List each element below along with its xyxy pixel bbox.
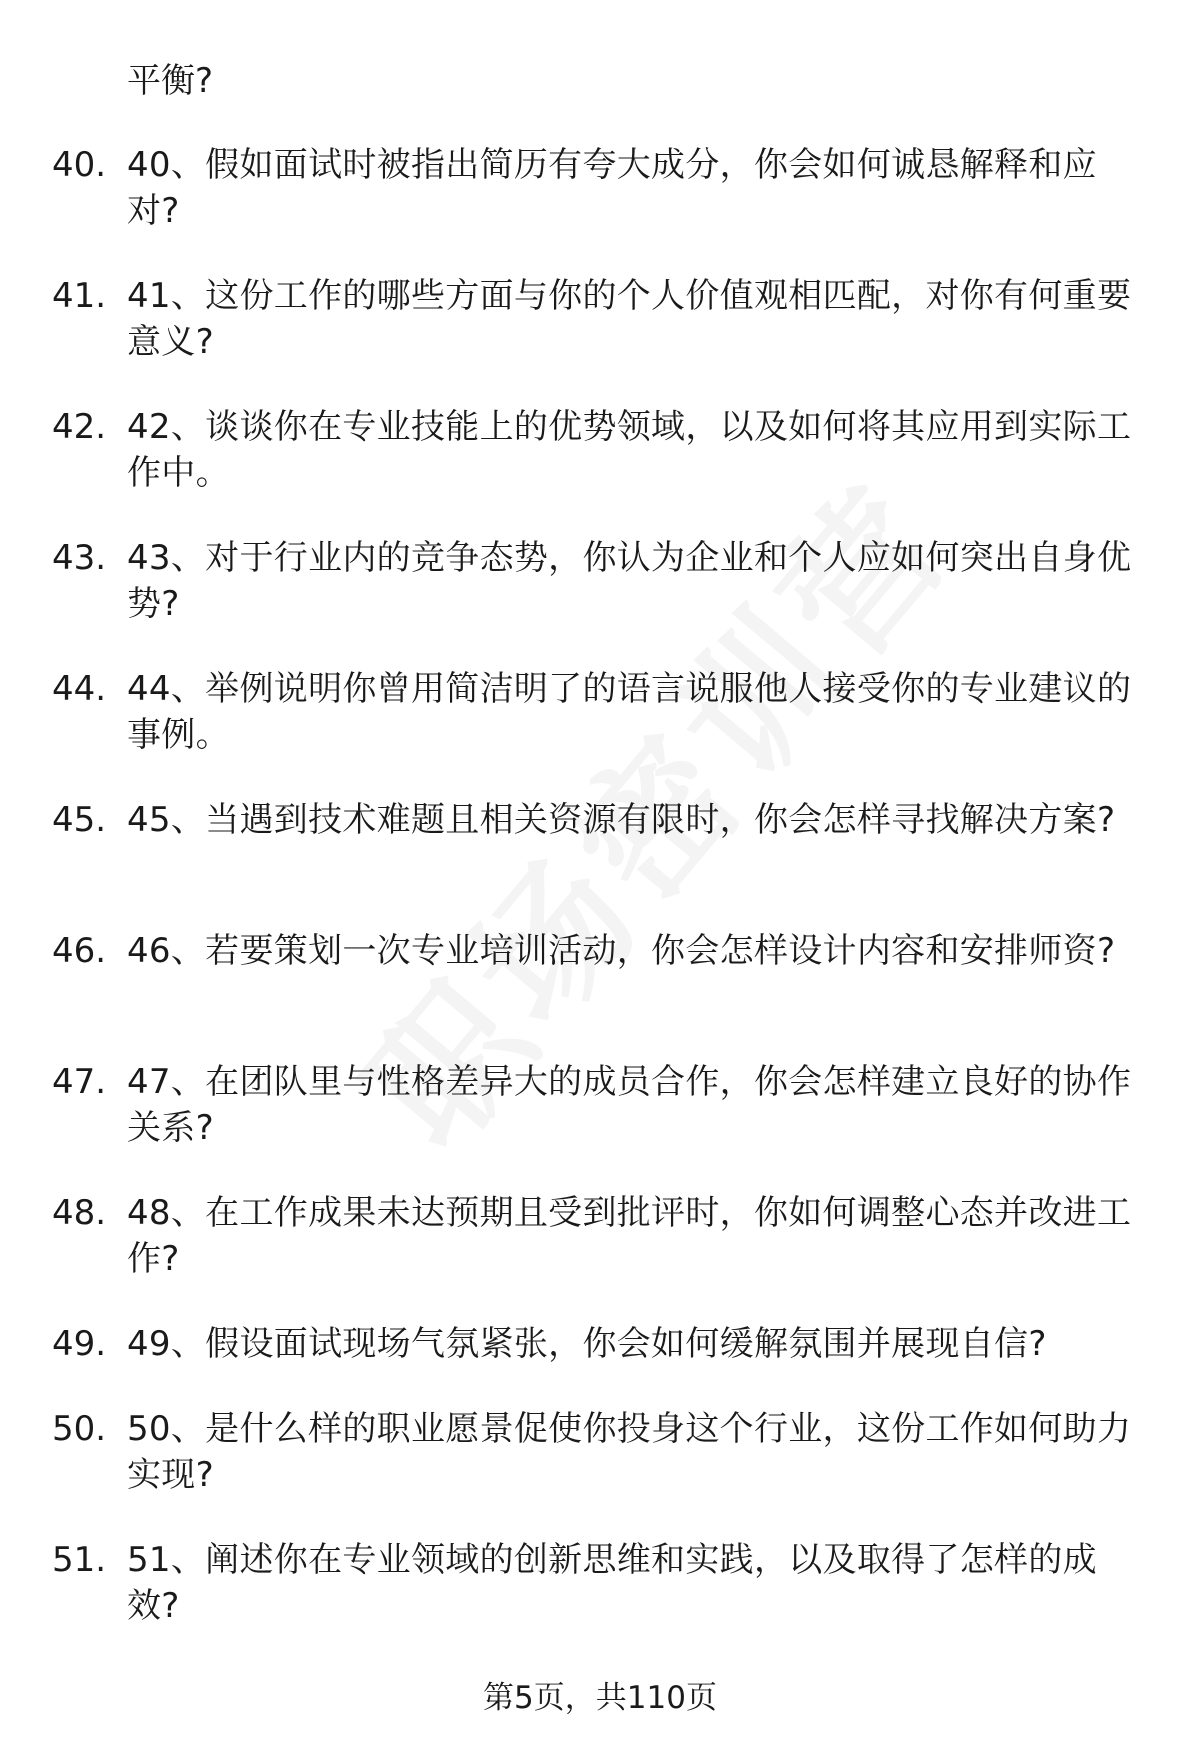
question-number: 49. [52, 1324, 107, 1364]
question-number: 40. [52, 145, 107, 185]
question-number: 51. [52, 1540, 107, 1580]
question-number: 46. [52, 931, 107, 971]
question-text: 51、阐述你在专业领域的创新思维和实践，以及取得了怎样的成效? [127, 1540, 1097, 1626]
question-text: 42、谈谈你在专业技能上的优势领域，以及如何将其应用到实际工作中。 [127, 407, 1132, 493]
question-list [0, 142, 1200, 1668]
question-number: 45. [52, 800, 107, 840]
question-text: 50、是什么样的职业愿景促使你投身这个行业，这份工作如何助力实现? [127, 1409, 1132, 1495]
question-item-42 [0, 404, 1200, 535]
question-text: 45、当遇到技术难题且相关资源有限时，你会怎样寻找解决方案? [127, 800, 1116, 840]
question-item-46 [0, 928, 1200, 1059]
question-text: 43、对于行业内的竞争态势，你认为企业和个人应如何突出自身优势? [127, 538, 1132, 624]
question-number: 47. [52, 1062, 107, 1102]
question-item-51 [0, 1537, 1200, 1668]
question-text: 46、若要策划一次专业培训活动，你会怎样设计内容和安排师资? [127, 931, 1116, 971]
question-item-45 [0, 797, 1200, 928]
question-number: 44. [52, 669, 107, 709]
question-item-48 [0, 1190, 1200, 1321]
question-item-40 [0, 142, 1200, 273]
question-item-47 [0, 1059, 1200, 1190]
question-item-43 [0, 535, 1200, 666]
question-text: 44、举例说明你曾用简洁明了的语言说服他人接受你的专业建议的事例。 [127, 669, 1132, 755]
question-text: 40、假如面试时被指出简历有夸大成分，你会如何诚恳解释和应对? [127, 145, 1097, 231]
question-text: 48、在工作成果未达预期且受到批评时，你如何调整心态并改进工作? [127, 1193, 1132, 1279]
question-text: 47、在团队里与性格差异大的成员合作，你会怎样建立良好的协作关系? [127, 1062, 1132, 1148]
continued-question-text: 平衡? [127, 61, 214, 101]
question-number: 43. [52, 538, 107, 578]
question-number: 48. [52, 1193, 107, 1233]
question-text: 41、这份工作的哪些方面与你的个人价值观相匹配，对你有何重要意义? [127, 276, 1132, 362]
question-number: 50. [52, 1409, 107, 1449]
question-number: 41. [52, 276, 107, 316]
question-text: 49、假设面试现场气氛紧张，你会如何缓解氛围并展现自信? [127, 1324, 1047, 1364]
question-item-41 [0, 273, 1200, 404]
question-item-50 [0, 1406, 1200, 1537]
question-item-49 [0, 1321, 1200, 1406]
page-footer: 第5页，共110页 [483, 1680, 717, 1716]
question-number: 42. [52, 407, 107, 447]
question-item-44 [0, 666, 1200, 797]
